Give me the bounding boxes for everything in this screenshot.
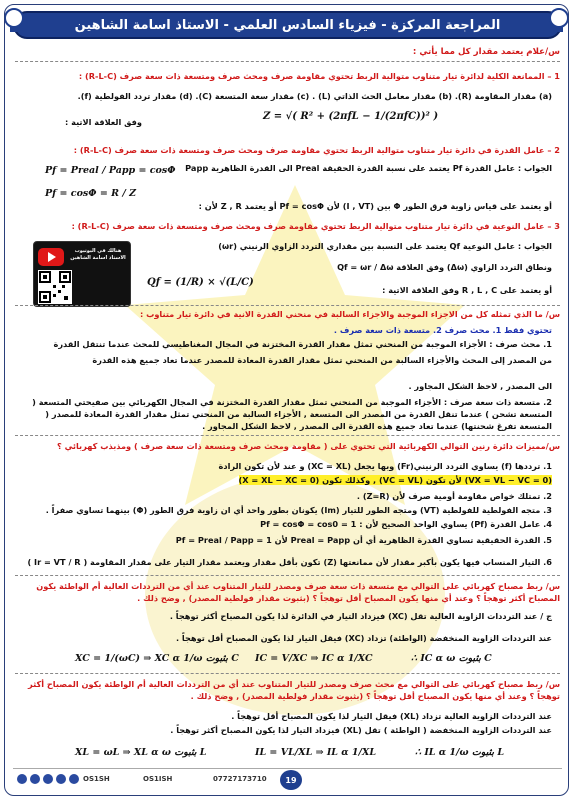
capacitor-proportion-formula: ∴ IC α ω بثبوت C xyxy=(411,653,492,664)
section2-item2: 2. متسعة ذات سعة صرف : الأجزاء الموجبة من المنحني تمثل مقدار القدرة المختزنة في المجال الكهربائي بين صفيحتي المتسعة ( xyxy=(32,397,552,407)
section2-question: س/ ما الذي تمثله كل من الاجزاء الموجبة والاجزاء السالبة في منحني القدرة الانية في دائرة تيار متناوب : xyxy=(139,309,560,319)
section2-item2c: المتسعة تفرغ شحنتها) عندما تعاد جميع هذه القدرة الى المصدر , لاحظ الشكل المجاور . xyxy=(202,421,552,431)
section3-line1b xyxy=(239,475,552,486)
section5-answer-2: عند الترددات الزاوية المنخفضة ( الواطئة ) تقل (XL) فيزداد التيار لذا يكون المصباح أكثر توهجاً . xyxy=(170,725,552,735)
divider xyxy=(15,305,560,306)
impedance-formula: Z = √( R² + (2πfL − 1/(2πfC))² ) xyxy=(263,111,439,122)
section3-line3: 3. متجه الفولطية للفولطية (VT) ومتجه الطور للتيار (Im) يكونان بطور واحد أي ان زاوية فرق الطور (Φ) بينهما تساوي صفراً . xyxy=(45,505,552,515)
footer-handle-1: OS1SH xyxy=(83,775,110,783)
lightbulb-icon xyxy=(4,7,27,35)
capacitor-current-formula: IC = V/XC ⇒ IC α 1/XC xyxy=(255,653,373,664)
divider xyxy=(15,575,560,576)
qr-code-icon xyxy=(38,270,72,304)
page-footer xyxy=(13,768,562,790)
watermark-logo xyxy=(115,175,475,735)
header-banner xyxy=(13,11,562,39)
section3-line4: 4. عامل القدرة (Pf) يساوي الواحد الصحيح لأن : Pf = cosΦ = cos0 = 1 xyxy=(260,519,552,529)
answer-3b: ونطاق التردد الزاوي (Δω) وفق العلاقة Qf = ωr / Δω xyxy=(337,262,552,272)
section5-answer: عند الترددات الزاوية العالية تزداد (XL) فيقل التيار لذا يكون المصباح أقل توهجاً . xyxy=(231,711,552,721)
capacitive-reactance-formula: XC = 1/(ωC) ⇒ XC α 1/ω بثبوت C xyxy=(75,653,239,664)
answer-3c: أو يعتمد على R , L , C وفق العلاقة الاتية : xyxy=(382,285,552,295)
section4-question-2: المصباح أكثر توهجاً ؟ وعند أي منها يكون المصباح أقل توهجاً ؟ (بثبوت مقدار فولطية المصدر) , وضح ذلك . xyxy=(137,593,560,603)
youtube-icon xyxy=(38,248,64,266)
youtube-icon[interactable] xyxy=(56,774,66,784)
section4-answer: ج / عند الترددات الزاوية العالية تقل (XC) فيزداد التيار في الدائرة لذا يكون المصباح أكثر توهجاً . xyxy=(169,611,552,621)
page-number: 19 xyxy=(280,770,302,790)
answer-3: الجواب : عامل النوعية Qf يعتمد على النسبة بين مقداري التردد الزاوي الرنيني (ωr) xyxy=(218,241,552,251)
section5-question-2: توهجاً ؟ وعند أي منها يكون المصباح أقل توهجاً ؟ (بثبوت مقدار فولطية المصدر) , وضح ذلك . xyxy=(190,691,560,701)
inductor-current-formula: IL = VL/XL ⇒ IL α 1/XL xyxy=(255,747,377,758)
divider xyxy=(15,673,560,674)
telegram-icon[interactable] xyxy=(43,774,53,784)
section4-answer-2: عند الترددات الزاوية المنخفضة (الواطئة) تزداد (XC) فيقل التيار لذا يكون المصباح أقل توهجاً . xyxy=(175,633,552,643)
section1-heading: س/علام يعتمد مقدار كل مما يأتي : xyxy=(412,47,560,57)
section5-question: س/ ربط مصباح كهربائي على التوالي مع محث صرف ومصدر للتيار المتناوب عند أي من الترددات العالية أم الواطئة يكون المصباح أكثر xyxy=(28,679,560,689)
answer-2: الجواب : عامل القدرة Pf يعتمد على نسبة القدرة الحقيقة Preal الى القدرة الظاهرية Papp xyxy=(185,163,552,173)
section2-item1: 1. محث صرف : الأجزاء الموجبة من المنحني تمثل مقدار القدرة المختزنة في المجال المغناطيسي للمحث عندما تنتقل القدرة xyxy=(53,339,552,349)
divider xyxy=(15,61,560,62)
resonance-highlight: (VX = VL − VC = 0) لأن تكون (VC = VL) , وكذلك تكون (X = XL − XC = 0) xyxy=(238,475,552,485)
lightbulb-icon xyxy=(546,7,569,35)
inductor-proportion-formula: ∴ IL α 1/ω بثبوت L xyxy=(415,747,505,758)
answer-2b: أو يعتمد على قياس زاوية فرق الطور Φ بين (I , VT) لأن Pf = cosΦ أو يعتمد Z , R لأن : xyxy=(198,201,552,211)
youtube-qr-promo[interactable] xyxy=(33,241,131,307)
answer-1-relation: وفق العلاقة الاتية : xyxy=(65,117,142,127)
social-icons xyxy=(17,774,79,784)
section3-question: س/مميزات دائرة رنين التوالي الكهربائية التي تحتوي على ( مقاومة ومحث صرف ومتسعة ذات سعة صرف ) ومذبذب كهربائي ؟ xyxy=(57,441,560,451)
power-factor-formula-2: Pf = cosΦ = R / Z xyxy=(45,188,137,199)
section2-item2b: المتسعة تشحن ) عندما تنقل القدرة من المصدر الى المتسعة , الأجزاء السالبة من المنحني تمثل مقدار القدرة المعادة للمصدر ( xyxy=(45,409,552,419)
section2-item1b: من المصدر إلى المحث والأجزاء السالبة من المنحني تمثل مقدار القدرة المعادة للمصدر عندما تعاد جميع هذه القدرة xyxy=(92,355,552,365)
section2-contains: تحتوي فقط 1. محث صرف 2. متسعة ذات سعة صرف . xyxy=(333,325,552,335)
facebook-icon[interactable] xyxy=(17,774,27,784)
quality-factor-formula: Qf = (1/R) × √(L/C) xyxy=(147,277,254,288)
section3-line1: 1. ترددها (f) يساوي التردد الرنيني(Fr) وبها يجعل (XC = XL) و عند لأن تكون الرادة xyxy=(218,461,552,471)
section3-line6: 6. التيار المنساب فيها يكون بأكبر مقدار لأن ممانعتها (Z) تكون بأقل مقدار ويعتمد مقدار التيار على مقدار المقاومة ( Ir = VT / R ) xyxy=(27,557,552,567)
answer-1: (a) مقدار المقاومة (R). (b) مقدار معامل الحث الذاتي (L) . (c) مقدار سعة المتسعة (C). (d) مقدار تردد الفولطية (f). xyxy=(77,91,552,101)
question-2: 2 – عامل القدرة في دائرة تيار متناوب متوالية الربط تحتوي مقاومة صرف ومحث صرف ومتسعة ذات سعة صرف (R-L-C) : xyxy=(73,145,560,155)
question-1: 1 – الممانعة الكلية لدائرة تيار متناوب متوالية الربط تحتوي مقاومة صرف ومحث صرف ومتسعة ذات سعة صرف (R-L-C) : xyxy=(78,71,560,81)
instagram-icon[interactable] xyxy=(30,774,40,784)
section4-question: س/ ربط مصباح كهربائي على التوالي مع متسعة ذات سعة صرف ومصدر للتيار المتناوب عند أي من الترددات العالية أم الواطئة يكون xyxy=(36,581,560,591)
question-3: 3 – عامل النوعية في دائرة تيار متناوب متوالية الربط تحتوي مقاومة صرف ومحث صرف ومتسعة ذات سعة صرف (R-L-C) : xyxy=(71,221,560,231)
divider xyxy=(15,435,560,436)
tiktok-icon[interactable] xyxy=(69,774,79,784)
footer-phone: 07727173710 xyxy=(213,775,267,783)
section2-item1c: الى المصدر , لاحظ الشكل المجاور . xyxy=(408,381,552,391)
section3-line2: 2. تمتلك خواص مقاومة أومية صرف لأن (Z=R) . xyxy=(356,491,552,501)
document-page xyxy=(4,4,569,796)
inductive-reactance-formula: XL = ωL ⇒ XL α ω بثبوت L xyxy=(75,747,207,758)
section3-line5: 5. القدرة الحقيقية تساوي القدرة الظاهرية أي أن Preal = Papp لأن Pf = Preal / Papp = 1 xyxy=(175,535,552,545)
power-factor-formula: Pf = Preal / Papp = cosΦ xyxy=(45,165,176,176)
header-title: المراجعة المركزة - فيزياء السادس العلمي - الاستاذ اسامة الشاهين xyxy=(74,17,501,33)
footer-handle-2: OS1ISH xyxy=(143,775,173,783)
qr-caption: هنالك في اليوتيوب الاستاذ اسامة الشاهين xyxy=(70,248,126,261)
